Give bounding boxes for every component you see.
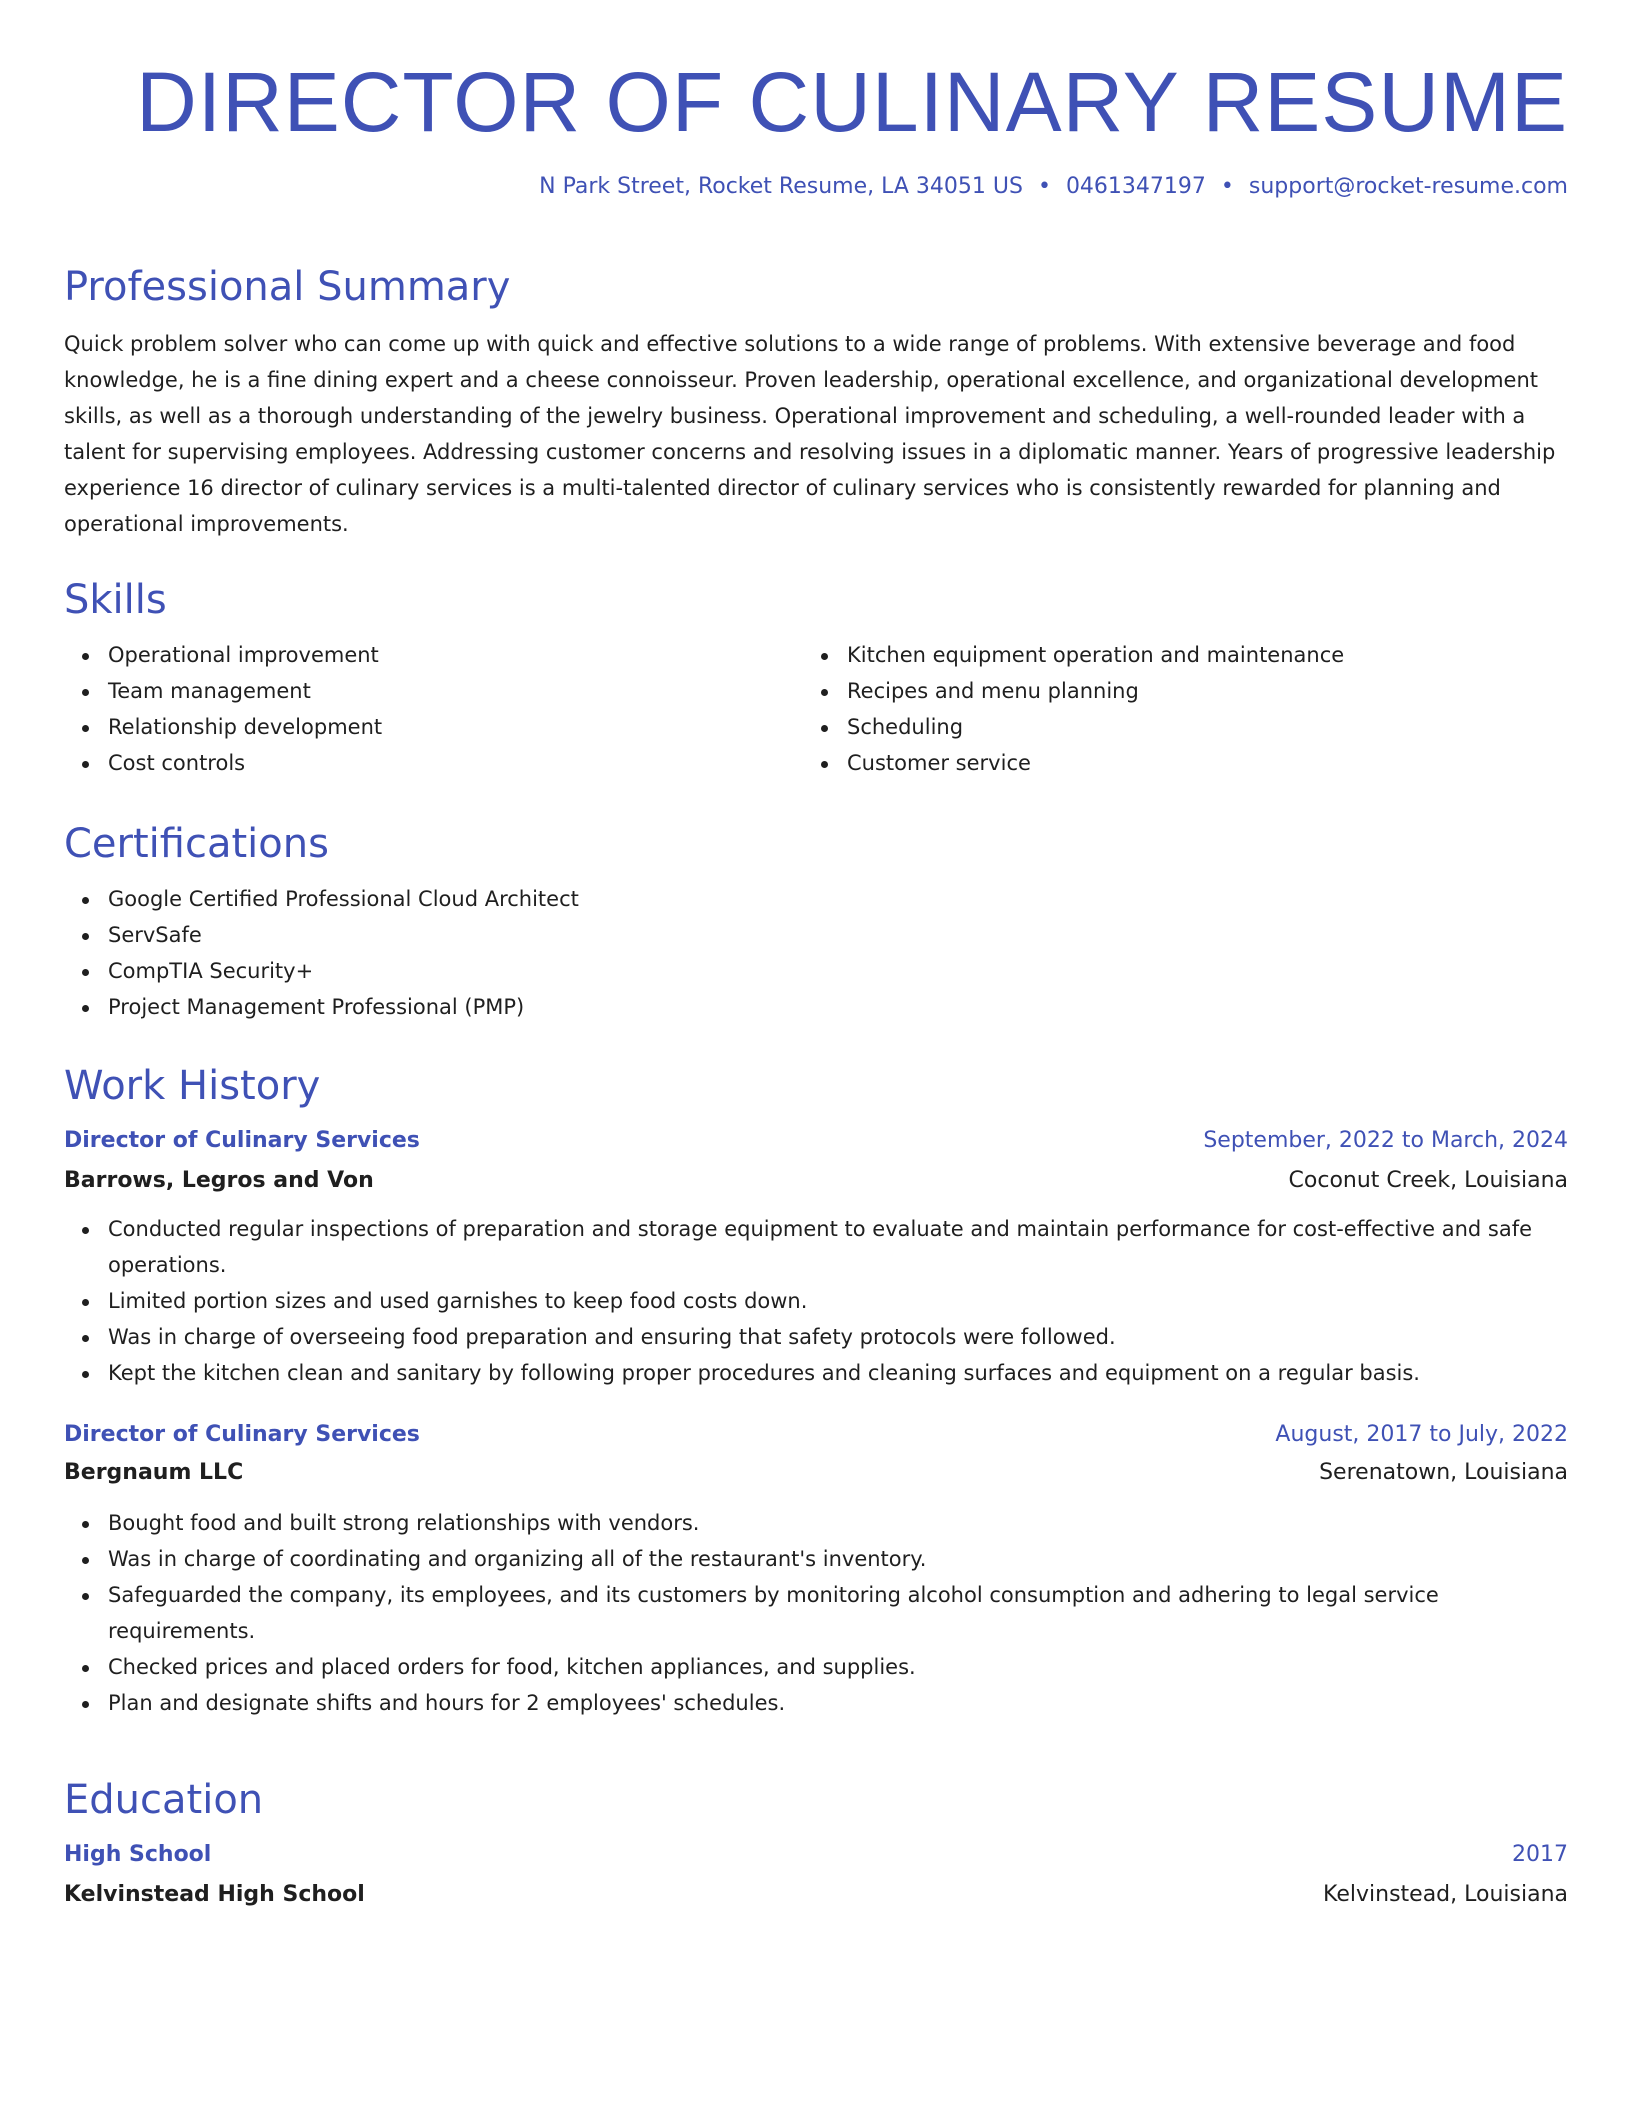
job-title: Director of Culinary Services — [64, 1128, 420, 1153]
job-title: Director of Culinary Services — [64, 1422, 420, 1447]
contact-email[interactable]: support@rocket-resume.com — [1248, 174, 1568, 199]
skill-item: Team management — [108, 673, 803, 709]
education-year: 2017 — [1512, 1842, 1568, 1867]
skill-item: Relationship development — [108, 709, 803, 745]
certifications-heading: Certifications — [64, 821, 329, 867]
skills-column-left — [64, 637, 803, 781]
job-bullet: Bought food and built strong relationships with vendors. — [108, 1505, 1568, 1541]
job-bullet: Kept the kitchen clean and sanitary by following proper procedures and cleaning surfaces and equipment on a regular basis. — [108, 1355, 1568, 1391]
education-section — [64, 1775, 1568, 1913]
job-bullet: Conducted regular inspections of preparation and storage equipment to evaluate and maintain performance for cost-effective and safe operations. — [108, 1211, 1568, 1283]
job-company: Bergnaum LLC — [64, 1460, 244, 1485]
summary-section — [64, 262, 1568, 542]
skills-column-right — [803, 637, 1542, 781]
job-bullet: Plan and designate shifts and hours for 2 employees' schedules. — [108, 1685, 1568, 1721]
skills-section — [64, 575, 1568, 781]
job-location: Coconut Creek, Louisiana — [1288, 1168, 1568, 1193]
education-school: Kelvinstead High School — [64, 1882, 365, 1907]
job-dates: August, 2017 to July, 2022 — [1275, 1422, 1568, 1447]
job-bullet: Checked prices and placed orders for food, kitchen appliances, and supplies. — [108, 1649, 1568, 1685]
certification-item: Google Certified Professional Cloud Architect — [108, 881, 1568, 917]
certification-item: ServSafe — [108, 917, 1568, 953]
contact-phone: 0461347197 — [1065, 174, 1206, 199]
job-company: Barrows, Legros and Von — [64, 1168, 374, 1193]
skills-columns — [64, 637, 1568, 781]
job-entry — [64, 1123, 1568, 1391]
job-bullet: Was in charge of overseeing food preparation and ensuring that safety protocols were followed. — [108, 1319, 1568, 1355]
skill-item: Operational improvement — [108, 637, 803, 673]
certification-item: Project Management Professional (PMP) — [108, 989, 1568, 1025]
certification-item: CompTIA Security+ — [108, 953, 1568, 989]
job-entry — [64, 1417, 1568, 1721]
certifications-section — [64, 819, 1568, 1025]
contact-line — [539, 174, 1568, 199]
work-history-section — [64, 1061, 1568, 1721]
education-heading: Education — [64, 1777, 264, 1823]
job-location: Serenatown, Louisiana — [1319, 1460, 1568, 1485]
skill-item: Cost controls — [108, 745, 803, 781]
job-dates: September, 2022 to March, 2024 — [1203, 1128, 1568, 1153]
contact-address: N Park Street, Rocket Resume, LA 34051 US — [539, 174, 1023, 199]
job-bullet: Was in charge of coordinating and organizing all of the restaurant's inventory. — [108, 1541, 1568, 1577]
job-bullet: Limited portion sizes and used garnishes to keep food costs down. — [108, 1283, 1568, 1319]
work-history-heading: Work History — [64, 1063, 321, 1109]
skill-item: Kitchen equipment operation and maintenance — [847, 637, 1542, 673]
skills-heading: Skills — [64, 577, 167, 623]
education-location: Kelvinstead, Louisiana — [1323, 1882, 1568, 1907]
resume-title: DIRECTOR OF CULINARY RESUME — [136, 55, 1568, 149]
skill-item: Customer service — [847, 745, 1542, 781]
separator-dot: • — [1220, 174, 1234, 199]
job-bullet: Safeguarded the company, its employees, and its customers by monitoring alcohol consumption and adhering to legal service requirements. — [108, 1577, 1568, 1649]
summary-text: Quick problem solver who can come up with quick and effective solutions to a wide range of problems. With extensive beverage and food knowledge, he is a fine dining expert and a cheese connoisseur. Proven leadership, operational excellence, and organizational development skills, as well as a thorough understanding of the jewelry business. Operational improvement and scheduling, a well-rounded leader with a talent for supervising employees. Addressing customer concerns and resolving issues in a diplomatic manner. Years of progressive leadership experience 16 director of culinary services is a multi-talented director of culinary services who is consistently rewarded for planning and operational improvements. — [64, 332, 1556, 536]
separator-dot: • — [1037, 174, 1051, 199]
skill-item: Recipes and menu planning — [847, 673, 1542, 709]
skill-item: Scheduling — [847, 709, 1542, 745]
education-degree: High School — [64, 1842, 212, 1867]
summary-heading: Professional Summary — [64, 264, 511, 310]
